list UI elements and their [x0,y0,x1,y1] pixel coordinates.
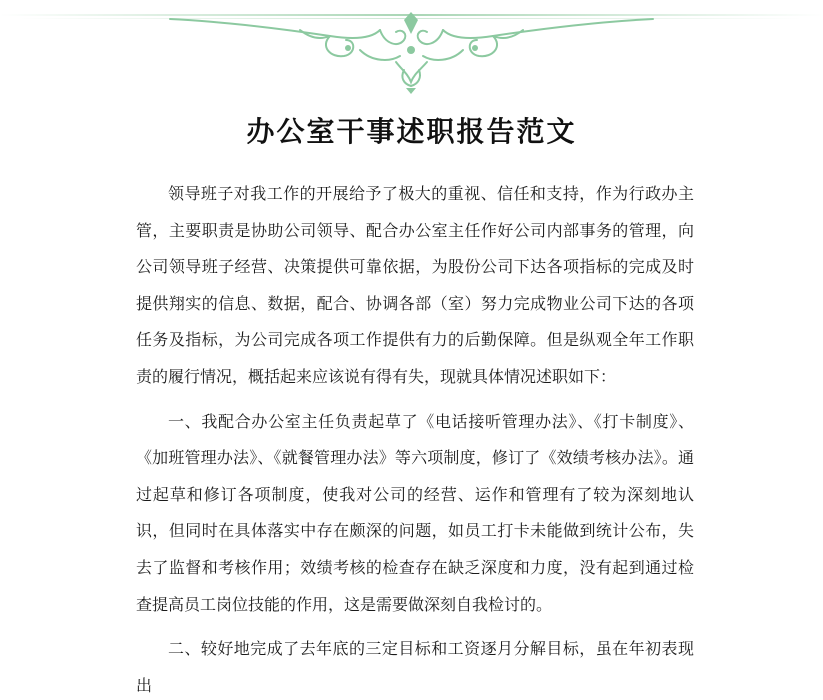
paragraph-intro: 领导班子对我工作的开展给予了极大的重视、信任和支持，作为行政办主管，主要职责是协助公司领导、配合办公室主任作好公司内部事务的管理，向公司领导班子经营、决策提供可靠依据，为股份公司下达各项指标的完成及时提供翔实的信息、数据，配合、协调各部（室）努力完成物业公司下达的各项任务及指标，为公司完成各项工作提供有力的后勤保障。但是纵观全年工作职责的履行情况，概括起来应该说有得有失，现就具体情况述职如下： [136,184,694,386]
page-title: 办公室干事述职报告范文 [246,115,577,148]
article-body [136,176,694,700]
paragraph-one: 一、我配合办公室主任负责起草了《电话接听管理办法》、《打卡制度》、《加班管理办法》、《就餐管理办法》等六项制度，修订了《效绩考核办法》。通过起草和修订各项制度，使我对公司的经营、运作和管理有了较为深刻地认识，但同时在具体落实中存在颇深的问题，如员工打卡未能做到统计公布，失去了监督和考核作用；效绩考核的检查存在缺乏深度和力度，没有起到通过检查提高员工岗位技能的作用，这是需要做深刻自我检讨的。 [136,411,694,614]
paragraph-two: 二、较好地完成了去年底的三定目标和工资逐月分解目标，虽在年初表现出 [136,639,694,695]
header-ornament [0,0,823,96]
